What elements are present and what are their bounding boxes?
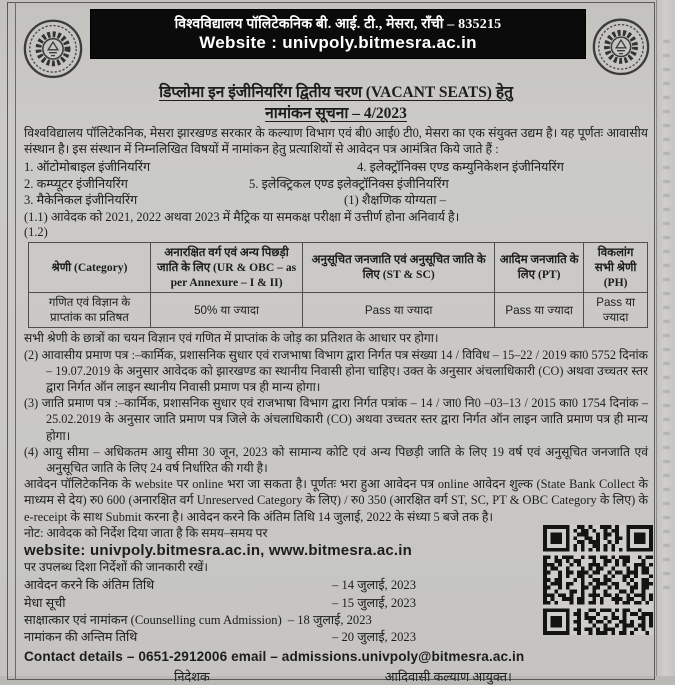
course-row [24,176,648,193]
institute-seal-icon [590,11,652,83]
course-row [24,159,648,176]
table-header-ur-obc: अनारक्षित वर्ग एवं अन्य पिछड़ी जाति के लिए (UR & OBC – as per Annexure – I & II) [150,242,302,292]
table-header-pt: आदिम जनजाति के लिए (PT) [495,242,584,292]
header-banner [90,9,586,59]
clause-1-2: (1.2) [24,225,48,240]
notice-border-inner-line [15,2,16,680]
table-cell-row-label: गणित एवं विज्ञान के प्राप्तांक का प्रतिषत [29,293,151,328]
note-line: नोट: आवेदक को निर्देश दिया जाता है कि समय–समय पर [24,525,268,540]
date-label: आवेदन करने कि अंतिम तिथि [24,578,155,593]
course-item: 4. इलेक्ट्रॉनिक्स एण्ड कम्युनिकेशन इंजीनियरिंग [357,160,564,175]
date-label: नामांकन की अन्तिम तिथि [24,630,138,645]
course-row [24,192,648,209]
table-header-row [29,242,648,292]
course-item: 1. ऑटोमोबाइल इंजीनियरिंग [24,160,151,175]
notice-header [24,9,648,95]
date-value: – 15 जुलाई, 2023 [332,595,417,610]
application-fee-paragraph: आवेदन पॉलिटेकनिक के website पर online भरा जा सकता है। पूर्णतः भरा हुआ आवेदन पत्र online आवेदन शुल्क (State Bank Collect के माध्यम से देय) रु0 600 (अनारक्षित वर्ग Unreserved Category के लिए) / रु0 350 (आरक्षित वर्ग ST, SC, PT & OBC Category के लिए) के e-receipt के साथ Submit करना है। आवेदन करने कि अंतिम तिथि 14 जुलाई, 2022 के संध्या 5 बजे तक है। [24,476,648,525]
note-line-2: पर उपलब्ध दिशा निर्देशों की जानकारी रखें। [24,559,208,574]
date-value: – 14 जुलाई, 2023 [332,578,417,593]
clause-4-age-limit: (4) आयु सीमा – अधिकतम आयु सीमा 30 जून, 2023 को सामान्य कोटि एवं अन्य पिछड़ी जाति के लिए 19 वर्ष एवं अनुसूचित जनजाति एवं अनुसूचित जाति के लिए 24 वर्ष निर्धारित की गयी है। [24,444,648,475]
signature-row [24,667,648,685]
table-header-st-sc: अनुसूचित जनजाति एवं अनुसूचित जाति के लिए (ST & SC) [303,242,495,292]
table-cell-st-sc: Pass या ज्यादा [303,293,495,328]
table-row [29,293,648,328]
course-item: 3. मैकेनिकल इंजीनियरिंग [24,193,138,208]
table-cell-pt: Pass या ज्यादा [495,293,584,328]
table-header-ph: विकलांग सभी श्रेणी (PH) [584,242,648,292]
date-label: साक्षात्कार एवं नामांकन (Counselling cum Admission) [24,613,282,628]
adjacent-page-edge [656,0,675,676]
signatory-director: निदेशक [174,669,210,684]
clause-1-1: (1.1) आवेदक को 2021, 2022 अथवा 2023 में मैट्रिक या समकक्ष परीक्षा में उत्तीर्ण होना अनिवार्य है। [24,209,460,224]
eligibility-table [28,242,648,328]
table-cell-ur-obc: 50% या ज्यादा [150,293,302,328]
intro-paragraph: विश्वविद्यालय पॉलिटेकनिक, मेसरा झारखण्ड सरकार के कल्याण विभाग एवं बी0 आई0 टी0, मेसरा का एक संयुक्त उद्यम है। यह पूर्णतः आवासीय संस्थान है। इस संस्थान में निम्नलिखित विषयों में नामांकन हेतु प्रत्याशियों से आवेदन पत्र आमंत्रित किये जाते हैं : [24,125,648,157]
institute-seal-icon [22,13,84,85]
table-header-category: श्रेणी (Category) [29,242,151,292]
course-item: 2. कम्प्यूटर इंजीनियरिंग [24,176,128,191]
course-list [24,159,648,209]
contact-details: Contact details – 0651-2912006 email – admissions.univpoly@bitmesra.ac.in [24,648,525,664]
qr-code [543,519,653,641]
signatory-welfare-commissioner: आदिवासी कल्याण आयुक्त। [384,669,512,684]
table-cell-ph: Pass या ज्यादा [584,293,648,328]
notice-title-line1: डिप्लोमा इन इंजीनियरिंग द्वितीय चरण (VACANT SEATS) हेतु [159,84,513,101]
date-value: – 20 जुलाई, 2023 [332,630,417,645]
qualification-heading: (1) शैक्षणिक योग्यता – [344,193,446,208]
course-item: 5. इलेक्ट्रिकल एण्ड इलेक्ट्रॉनिक्स इंजीनियरिंग [249,176,449,191]
clause-2-residence-certificate: (2) आवासीय प्रमाण पत्र :–कार्मिक, प्रशासनिक सुधार एवं राजभाषा विभाग द्वारा निर्गत पत्र संख्या 14 / विविध – 15–22 / 2019 का0 5752 दिनांक – 19.07.2019 के अनुसार आवेदक को झारखण्ड का स्थानीय निवासी होना चाहिए। उक्त के अनुसार अंचलाधिकारी (CO) अथवा उच्चतर स्तर द्वारा निर्गत ऑन लाइन स्थानीय निवासी प्रमाण पत्र ही मान्य होगा। [24,348,648,395]
selection-note: सभी श्रेणी के छात्रों का चयन विज्ञान एवं गणित में प्राप्तांक के जोड़ का प्रतिशत के आधार पर होगा। [24,331,439,346]
websites-line: website: univpoly.bitmesra.ac.in, www.bitmesra.ac.in [24,541,413,559]
date-label: मेधा सूची [24,595,66,610]
notice-title-line2: नामांकन सूचना – 4/2023 [265,104,407,122]
institute-name: विश्वविद्यालय पॉलिटेकनिक बी. आई. टी., मेसरा, राँची – 835215 [174,17,502,32]
date-value: – 18 जुलाई, 2023 [287,613,372,628]
institute-website: Website : univpoly.bitmesra.ac.in [199,33,477,52]
clause-3-caste-certificate: (3) जाति प्रमाण पत्र :–कार्मिक, प्रशासनिक सुधार एवं राजभाषा विभाग द्वारा निर्गत पत्रांक – 14 / जा0 नि0 –03–13 / 2015 का0 1754 दिनांक – 25.02.2019 के अनुसार जाति प्रमाण पत्र जिले के अंचलाधिकारी (CO) अथवा उच्चतर स्तर द्वारा निर्गत ऑन लाइन जाति प्रमाण पत्र ही मान्य होगा। [24,396,648,443]
